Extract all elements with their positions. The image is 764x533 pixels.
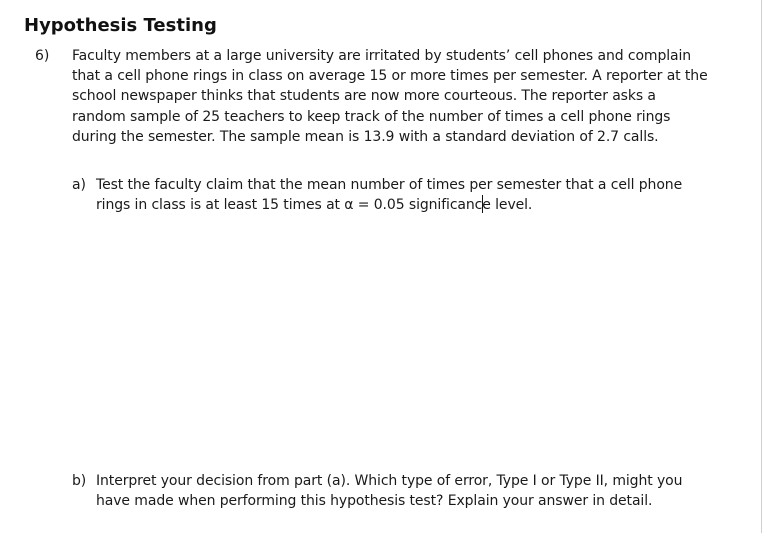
part-b-label: b) (72, 473, 87, 489)
part-a-text-end: e level. (482, 197, 533, 214)
part-a-label: a) (72, 177, 86, 193)
page-edge-line (761, 0, 762, 533)
part-b-text[interactable]: Interpret your decision from part (a). Which type of error, Type I or Type II, might you have made when performing this hypothesis test? Explain your answer in detail. (96, 473, 683, 510)
part-a-text-start: Test the faculty claim that the mean number of times per semester that a cell phone rings in class is at least 15 times at α = 0.05 significanc (96, 177, 683, 214)
question-text[interactable]: Faculty members at a large university are irritated by students’ cell phones and complain that a cell phone rings in class on average 15 or more times per semester. A reporter at the school newspaper thinks that students are now more courteous. The reporter asks a random sample of 25 teachers to keep track of the number of times a cell phone rings during the semester. The sample mean is 13.9 with a standard deviation of 2.7 calls. (72, 48, 708, 145)
part-b[interactable] (72, 471, 692, 511)
part-a-text[interactable] (96, 175, 692, 215)
question-number: 6) (35, 48, 50, 64)
part-a[interactable] (72, 175, 692, 215)
section-heading: Hypothesis Testing (24, 15, 217, 36)
